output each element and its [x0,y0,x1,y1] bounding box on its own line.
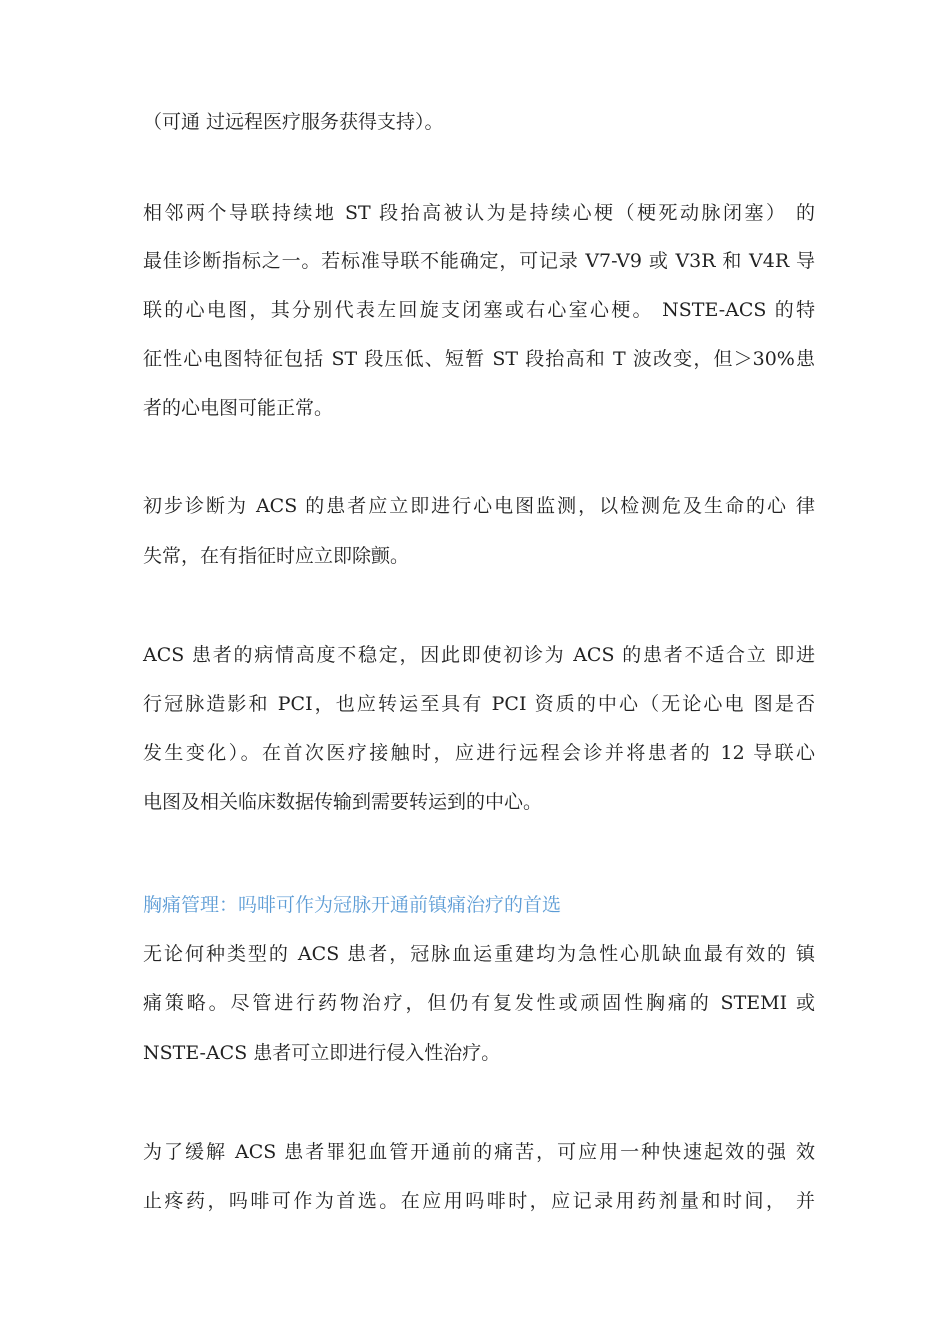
paragraph-line: 行冠脉造影和 PCI，也应转运至具有 PCI 资质的中心（无论心电 图是否 [143,693,815,715]
paragraph-line: 电图及相关临床数据传输到需要转运到的中心。 [143,791,543,813]
paragraph-line: 止疼药，吗啡可作为首选。在应用吗啡时，应记录用药剂量和时间， 并 [143,1190,815,1212]
paragraph-line: 联的心电图，其分别代表左回旋支闭塞或右心室心梗。 NSTE-ACS 的特 [143,299,815,321]
section-heading: 胸痛管理：吗啡可作为冠脉开通前镇痛治疗的首选 [143,894,562,916]
paragraph-line: 痛策略。尽管进行药物治疗，但仍有复发性或顽固性胸痛的 STEMI 或 [143,992,815,1014]
paragraph-line: 者的心电图可能正常。 [143,397,334,419]
paragraph-line: 无论何种类型的 ACS 患者，冠脉血运重建均为急性心肌缺血最有效的 镇 [143,943,815,965]
paragraph-line: 初步诊断为 ACS 的患者应立即进行心电图监测，以检测危及生命的心 律 [143,495,815,517]
paragraph-line: （可通 过远程医疗服务获得支持）。 [143,111,444,133]
paragraph-line: 相邻两个导联持续地 ST 段抬高被认为是持续心梗（梗死动脉闭塞） 的 [143,202,815,224]
paragraph-line: NSTE-ACS 患者可立即进行侵入性治疗。 [143,1042,501,1064]
paragraph-line: 为了缓解 ACS 患者罪犯血管开通前的痛苦，可应用一种快速起效的强 效 [143,1141,815,1163]
paragraph-line: 最佳诊断指标之一。若标准导联不能确定，可记录 V7-V9 或 V3R 和 V4R 导 [143,250,815,272]
paragraph-line: 发生变化）。在首次医疗接触时，应进行远程会诊并将患者的 12 导联心 [143,742,815,764]
paragraph-line: 征性心电图特征包括 ST 段压低、短暂 ST 段抬高和 T 波改变，但＞30%患 [143,348,815,370]
paragraph-line: ACS 患者的病情高度不稳定，因此即使初诊为 ACS 的患者不适合立 即进 [143,644,815,666]
paragraph-line: 失常，在有指征时应立即除颤。 [143,545,410,567]
